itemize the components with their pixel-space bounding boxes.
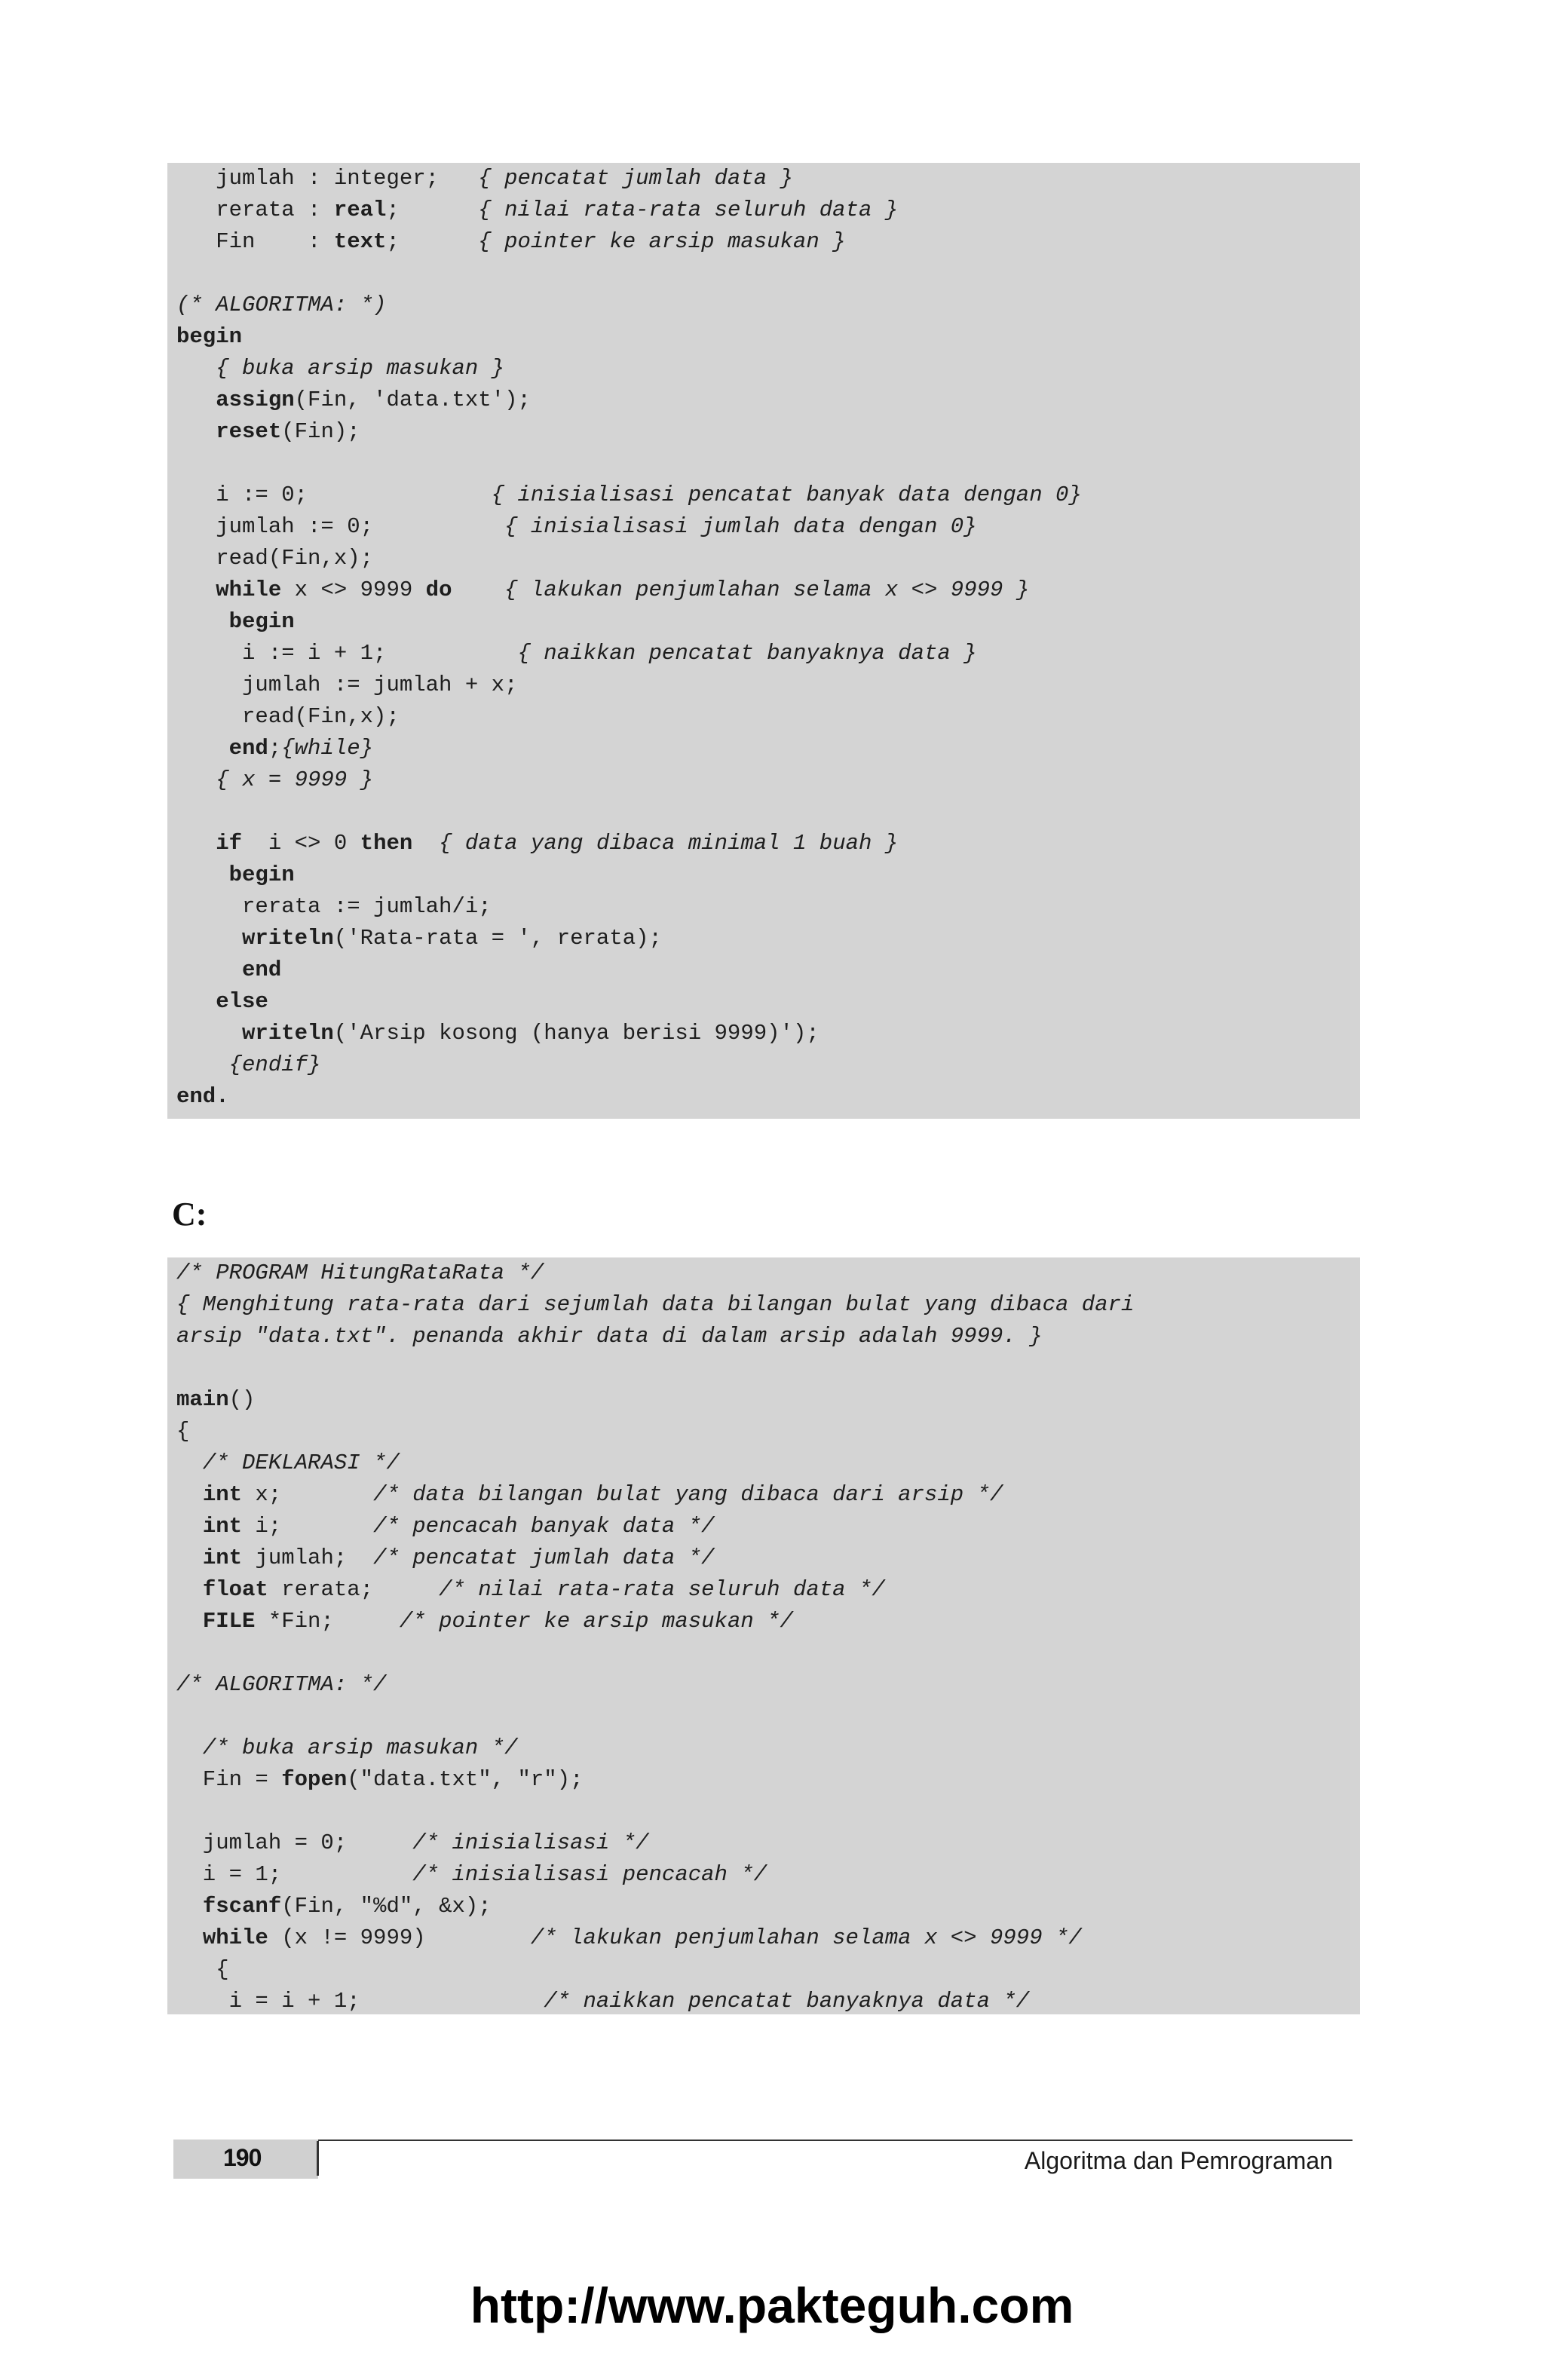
c-code-token: /* lakukan penjumlahan selama x <> 9999 */ [530, 1925, 1082, 1950]
c-code-line [176, 1764, 1360, 1796]
c-code-token [176, 1925, 203, 1950]
pascal-code-block [167, 163, 1360, 1119]
c-code-line [176, 1922, 1360, 1954]
pascal-code-token [176, 577, 216, 602]
c-code-token: /* ALGORITMA: */ [176, 1672, 387, 1697]
footer-divider [317, 2141, 319, 2176]
c-code-token: fopen [281, 1767, 348, 1792]
c-code-token: { [176, 1419, 190, 1444]
pascal-code-token: { inisialisasi pencatat banyak data dengan 0} [491, 482, 1082, 507]
c-code-token: (Fin, "%d", &x); [281, 1894, 492, 1919]
c-code-token: (x != 9999) [268, 1925, 531, 1950]
pascal-code-token [176, 609, 229, 634]
c-code-token [176, 1482, 203, 1507]
pascal-code-line [176, 828, 1360, 859]
c-code-token: fscanf [202, 1894, 282, 1919]
pascal-code-token [176, 736, 229, 761]
c-code-line [176, 1796, 1360, 1827]
pascal-code-line [176, 986, 1360, 1018]
pascal-code-token: { pointer ke arsip masukan } [478, 229, 846, 254]
c-code-token: Fin = [176, 1767, 282, 1792]
pascal-code-token: {endif} [228, 1052, 321, 1077]
pascal-code-token [176, 1021, 242, 1046]
pascal-code-line [176, 638, 1360, 669]
pascal-code-token: { x = 9999 } [216, 767, 374, 792]
pascal-code-token [176, 387, 216, 412]
pascal-code-token: Fin : [176, 229, 334, 254]
c-code-line [176, 1511, 1360, 1542]
c-code-token: main [176, 1387, 229, 1412]
c-code-token: /* pointer ke arsip masukan */ [399, 1609, 793, 1634]
c-code-token: /* pencacah banyak data */ [373, 1514, 715, 1539]
pascal-code-line [176, 321, 1360, 353]
c-code-token: /* buka arsip masukan */ [202, 1735, 518, 1760]
c-code-line [176, 1637, 1360, 1669]
c-code-line [176, 1669, 1360, 1701]
c-code-line [176, 1986, 1360, 2014]
c-code-token: *Fin; [255, 1609, 400, 1634]
pascal-code-line [176, 954, 1360, 986]
pascal-code-line [176, 543, 1360, 574]
c-code-token: { Menghitung rata-rata dari sejumlah data bilangan bulat yang dibaca dari [176, 1292, 1135, 1317]
c-code-line [176, 1859, 1360, 1891]
c-code-line [176, 1321, 1360, 1352]
c-code-token: while [202, 1925, 268, 1950]
pascal-code-token: (Fin); [281, 419, 360, 444]
pascal-code-line [176, 479, 1360, 511]
pascal-code-token: ; [386, 229, 479, 254]
pascal-code-token: while [216, 577, 282, 602]
c-code-line [176, 1542, 1360, 1574]
pascal-code-line [176, 669, 1360, 701]
c-code-token: int [202, 1545, 243, 1570]
pascal-code-token [176, 767, 216, 792]
pascal-code-token: writeln [242, 1021, 334, 1046]
pascal-code-line [176, 1081, 1360, 1113]
c-code-token: ("data.txt", "r"); [347, 1767, 584, 1792]
c-code-token [176, 1577, 203, 1602]
pascal-code-token [176, 831, 216, 856]
pascal-code-token: jumlah := jumlah + x; [176, 672, 518, 697]
book-title: Algoritma dan Pemrograman [1024, 2147, 1333, 2174]
c-code-line [176, 1257, 1360, 1289]
pascal-code-token: (* ALGORITMA: *) [176, 293, 387, 317]
pascal-code-token: { naikkan pencatat banyaknya data } [517, 641, 977, 666]
pascal-code-token: then [360, 831, 413, 856]
c-code-line [176, 1352, 1360, 1384]
pascal-code-line [176, 195, 1360, 226]
pascal-code-token: i := i + 1; [176, 641, 518, 666]
c-code-token: FILE [202, 1609, 256, 1634]
c-code-token: /* data bilangan bulat yang dibaca dari arsip */ [373, 1482, 1003, 1507]
pascal-code-token [176, 1052, 229, 1077]
pascal-code-token: i := 0; [176, 482, 492, 507]
pascal-code-line [176, 289, 1360, 321]
pascal-code-token: {while} [281, 736, 374, 761]
c-code-line [176, 1827, 1360, 1859]
c-code-line [176, 1732, 1360, 1764]
c-code-line [176, 1891, 1360, 1922]
c-code-token: /* pencatat jumlah data */ [373, 1545, 715, 1570]
pascal-code-token: { data yang dibaca minimal 1 buah } [439, 831, 899, 856]
pascal-code-token [176, 862, 229, 887]
c-code-token: i = 1; [176, 1862, 413, 1887]
pascal-code-line [176, 353, 1360, 384]
pascal-code-token: jumlah := 0; [176, 514, 505, 539]
c-code-line [176, 1447, 1360, 1479]
pascal-code-line [176, 923, 1360, 954]
pascal-code-token: end [242, 957, 282, 982]
pascal-code-line [176, 163, 1360, 195]
c-code-token: /* DEKLARASI */ [202, 1450, 400, 1475]
pascal-code-token: do [425, 577, 452, 602]
c-code-token [176, 1545, 203, 1570]
pascal-code-token: ; [268, 736, 282, 761]
c-code-token: () [228, 1387, 256, 1412]
pascal-code-token: (Fin, 'data.txt'); [294, 387, 531, 412]
c-code-token: int [202, 1514, 243, 1539]
c-code-line [176, 1574, 1360, 1606]
pascal-code-line [176, 574, 1360, 606]
section-label-c: C: [172, 1196, 207, 1233]
c-code-token: float [202, 1577, 268, 1602]
pascal-code-line [176, 764, 1360, 796]
pascal-code-token [452, 577, 504, 602]
pascal-code-token: read(Fin,x); [176, 546, 374, 571]
c-code-token [176, 1609, 203, 1634]
pascal-code-token: rerata : [176, 198, 334, 222]
pascal-code-token: else [216, 989, 268, 1014]
watermark-url: http://www.pakteguh.com [470, 2277, 1074, 2333]
c-code-token: /* nilai rata-rata seluruh data */ [439, 1577, 885, 1602]
pascal-code-line [176, 448, 1360, 479]
pascal-code-token: real [333, 198, 387, 222]
pascal-code-token: begin [228, 609, 295, 634]
pascal-code-line [176, 606, 1360, 638]
pascal-code-token [176, 926, 242, 951]
c-code-token [176, 1514, 203, 1539]
page-number: 190 [223, 2144, 262, 2171]
c-code-token [176, 1450, 203, 1475]
c-code-token: i = i + 1; [176, 1989, 544, 2014]
pascal-code-token: { pencatat jumlah data } [478, 166, 793, 191]
c-code-token: /* inisialisasi pencacah */ [412, 1862, 767, 1887]
pascal-code-token: jumlah : integer; [176, 166, 479, 191]
pascal-code-line [176, 701, 1360, 733]
pascal-code-token: { nilai rata-rata seluruh data } [478, 198, 899, 222]
pascal-code-token: assign [216, 387, 295, 412]
pascal-code-token [176, 356, 216, 381]
c-code-token: { [176, 1957, 229, 1982]
pascal-code-token [412, 831, 439, 856]
c-code-token [176, 1735, 203, 1760]
c-code-line [176, 1954, 1360, 1986]
pascal-code-token: begin [176, 324, 243, 349]
pascal-code-token [176, 989, 216, 1014]
pascal-code-line [176, 796, 1360, 828]
pascal-code-line [176, 1018, 1360, 1049]
c-code-token: i; [242, 1514, 374, 1539]
pascal-code-token: x <> 9999 [281, 577, 426, 602]
pascal-code-token [176, 957, 242, 982]
c-code-line [176, 1479, 1360, 1511]
pascal-code-token [176, 419, 216, 444]
pascal-code-token: ('Rata-rata = ', rerata); [333, 926, 662, 951]
pascal-code-line [176, 1049, 1360, 1081]
pascal-code-line [176, 733, 1360, 764]
c-code-line [176, 1606, 1360, 1637]
footer-rule [173, 2140, 1353, 2141]
pascal-code-token: i <> 0 [242, 831, 360, 856]
pascal-code-token: { buka arsip masukan } [216, 356, 505, 381]
c-code-token: jumlah = 0; [176, 1830, 413, 1855]
c-code-token: /* inisialisasi */ [412, 1830, 649, 1855]
pascal-code-token: writeln [242, 926, 334, 951]
pascal-code-token: read(Fin,x); [176, 704, 400, 729]
c-code-token: arsip "data.txt". penanda akhir data di dalam arsip adalah 9999. } [176, 1324, 1043, 1349]
c-code-line [176, 1289, 1360, 1321]
c-code-line [176, 1384, 1360, 1416]
c-code-token: jumlah; [242, 1545, 374, 1570]
pascal-code-line [176, 258, 1360, 289]
pascal-code-token: if [216, 831, 243, 856]
c-code-token: x; [242, 1482, 374, 1507]
pascal-code-token: ('Arsip kosong (hanya berisi 9999)'); [333, 1021, 819, 1046]
pascal-code-line [176, 511, 1360, 543]
pascal-code-token: text [333, 229, 387, 254]
pascal-code-line [176, 416, 1360, 448]
c-code-token: /* naikkan pencatat banyaknya data */ [544, 1989, 1030, 2014]
pascal-code-token: { lakukan penjumlahan selama x <> 9999 } [504, 577, 1030, 602]
pascal-code-token: { inisialisasi jumlah data dengan 0} [504, 514, 977, 539]
pascal-code-token: begin [228, 862, 295, 887]
pascal-code-line [176, 859, 1360, 891]
c-code-token [176, 1894, 203, 1919]
pascal-code-token: end [228, 736, 268, 761]
c-code-token: int [202, 1482, 243, 1507]
pascal-code-token: reset [216, 419, 282, 444]
c-code-token: /* PROGRAM HitungRataRata */ [176, 1260, 544, 1285]
pascal-code-token: end. [176, 1084, 229, 1109]
pascal-code-token: rerata := jumlah/i; [176, 894, 492, 919]
pascal-code-line [176, 226, 1360, 258]
c-code-line [176, 1701, 1360, 1732]
c-code-token: rerata; [268, 1577, 440, 1602]
pascal-code-line [176, 384, 1360, 416]
c-code-block [167, 1257, 1360, 2014]
pascal-code-token: ; [386, 198, 479, 222]
pascal-code-line [176, 891, 1360, 923]
c-code-line [176, 1416, 1360, 1447]
